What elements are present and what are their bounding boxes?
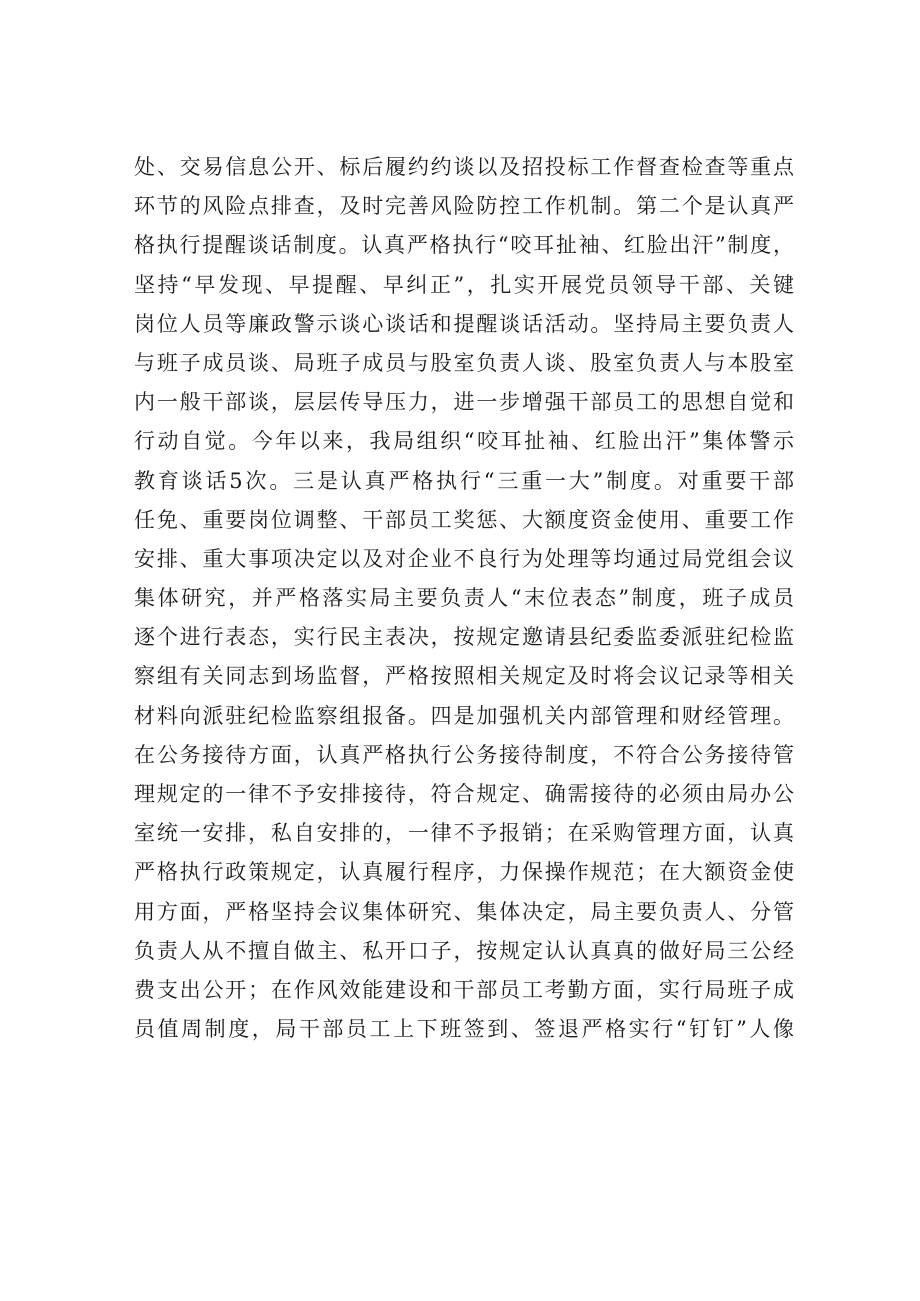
- text-line: 岗位人员等廉政警示谈心谈话和提醒谈话活动。坚持局主要负责人: [134, 311, 794, 336]
- text-line: 用方面，严格坚持会议集体研究、集体决定，局主要负责人、分管: [134, 899, 794, 924]
- text-line: 与班子成员谈、局班子成员与股室负责人谈、股室负责人与本股室: [134, 350, 794, 375]
- text-line: 内一般干部谈，层层传导压力，进一步增强干部员工的思想自觉和: [134, 390, 794, 415]
- text-line: 理规定的一律不予安排接待，符合规定、确需接待的必须由局办公: [134, 782, 794, 806]
- text-line: 材料向派驻纪检监察组报备。四是加强机关内部管理和财经管理。: [134, 703, 794, 728]
- text-line: 教育谈话5次。三是认真严格执行“三重一大”制度。对重要干部: [134, 468, 794, 493]
- text-line: 任免、重要岗位调整、干部员工奖惩、大额度资金使用、重要工作: [134, 507, 794, 532]
- text-line: 坚持“早发现、早提醒、早纠正”，扎实开展党员领导干部、关键: [134, 272, 794, 297]
- text-line: 在公务接待方面，认真严格执行公务接待制度，不符合公务接待管: [134, 742, 794, 767]
- text-line: 集体研究，并严格落实局主要负责人“末位表态”制度，班子成员: [134, 586, 794, 611]
- text-line: 处、交易信息公开、标后履约约谈以及招投标工作督查检查等重点: [134, 155, 794, 179]
- text-line: 员值周制度，局干部员工上下班签到、签退严格实行“钉钉”人像: [134, 1017, 794, 1042]
- text-line: 行动自觉。今年以来，我局组织“咬耳扯袖、红脸出汗”集体警示: [134, 429, 794, 454]
- text-line: 安排、重大事项决定以及对企业不良行为处理等均通过局党组会议: [134, 546, 794, 571]
- text-line: 严格执行政策规定，认真履行程序，力保操作规范；在大额资金使: [134, 860, 794, 885]
- body-text: [134, 148, 794, 1049]
- text-line: 费支出公开；在作风效能建设和干部员工考勤方面，实行局班子成: [134, 977, 794, 1002]
- text-line: 察组有关同志到场监督，严格按照相关规定及时将会议记录等相关: [134, 664, 794, 689]
- text-line: 逐个进行表态，实行民主表决，按规定邀请县纪委监委派驻纪检监: [134, 625, 794, 650]
- text-line: 负责人从不擅自做主、私开口子，按规定认认真真的做好局三公经: [134, 938, 794, 963]
- text-line: 环节的风险点排查，及时完善风险防控工作机制。第二个是认真严: [134, 194, 794, 219]
- text-line: 室统一安排，私自安排的，一律不予报销；在采购管理方面，认真: [134, 821, 794, 846]
- text-line: 格执行提醒谈话制度。认真严格执行“咬耳扯袖、红脸出汗”制度，: [134, 233, 794, 258]
